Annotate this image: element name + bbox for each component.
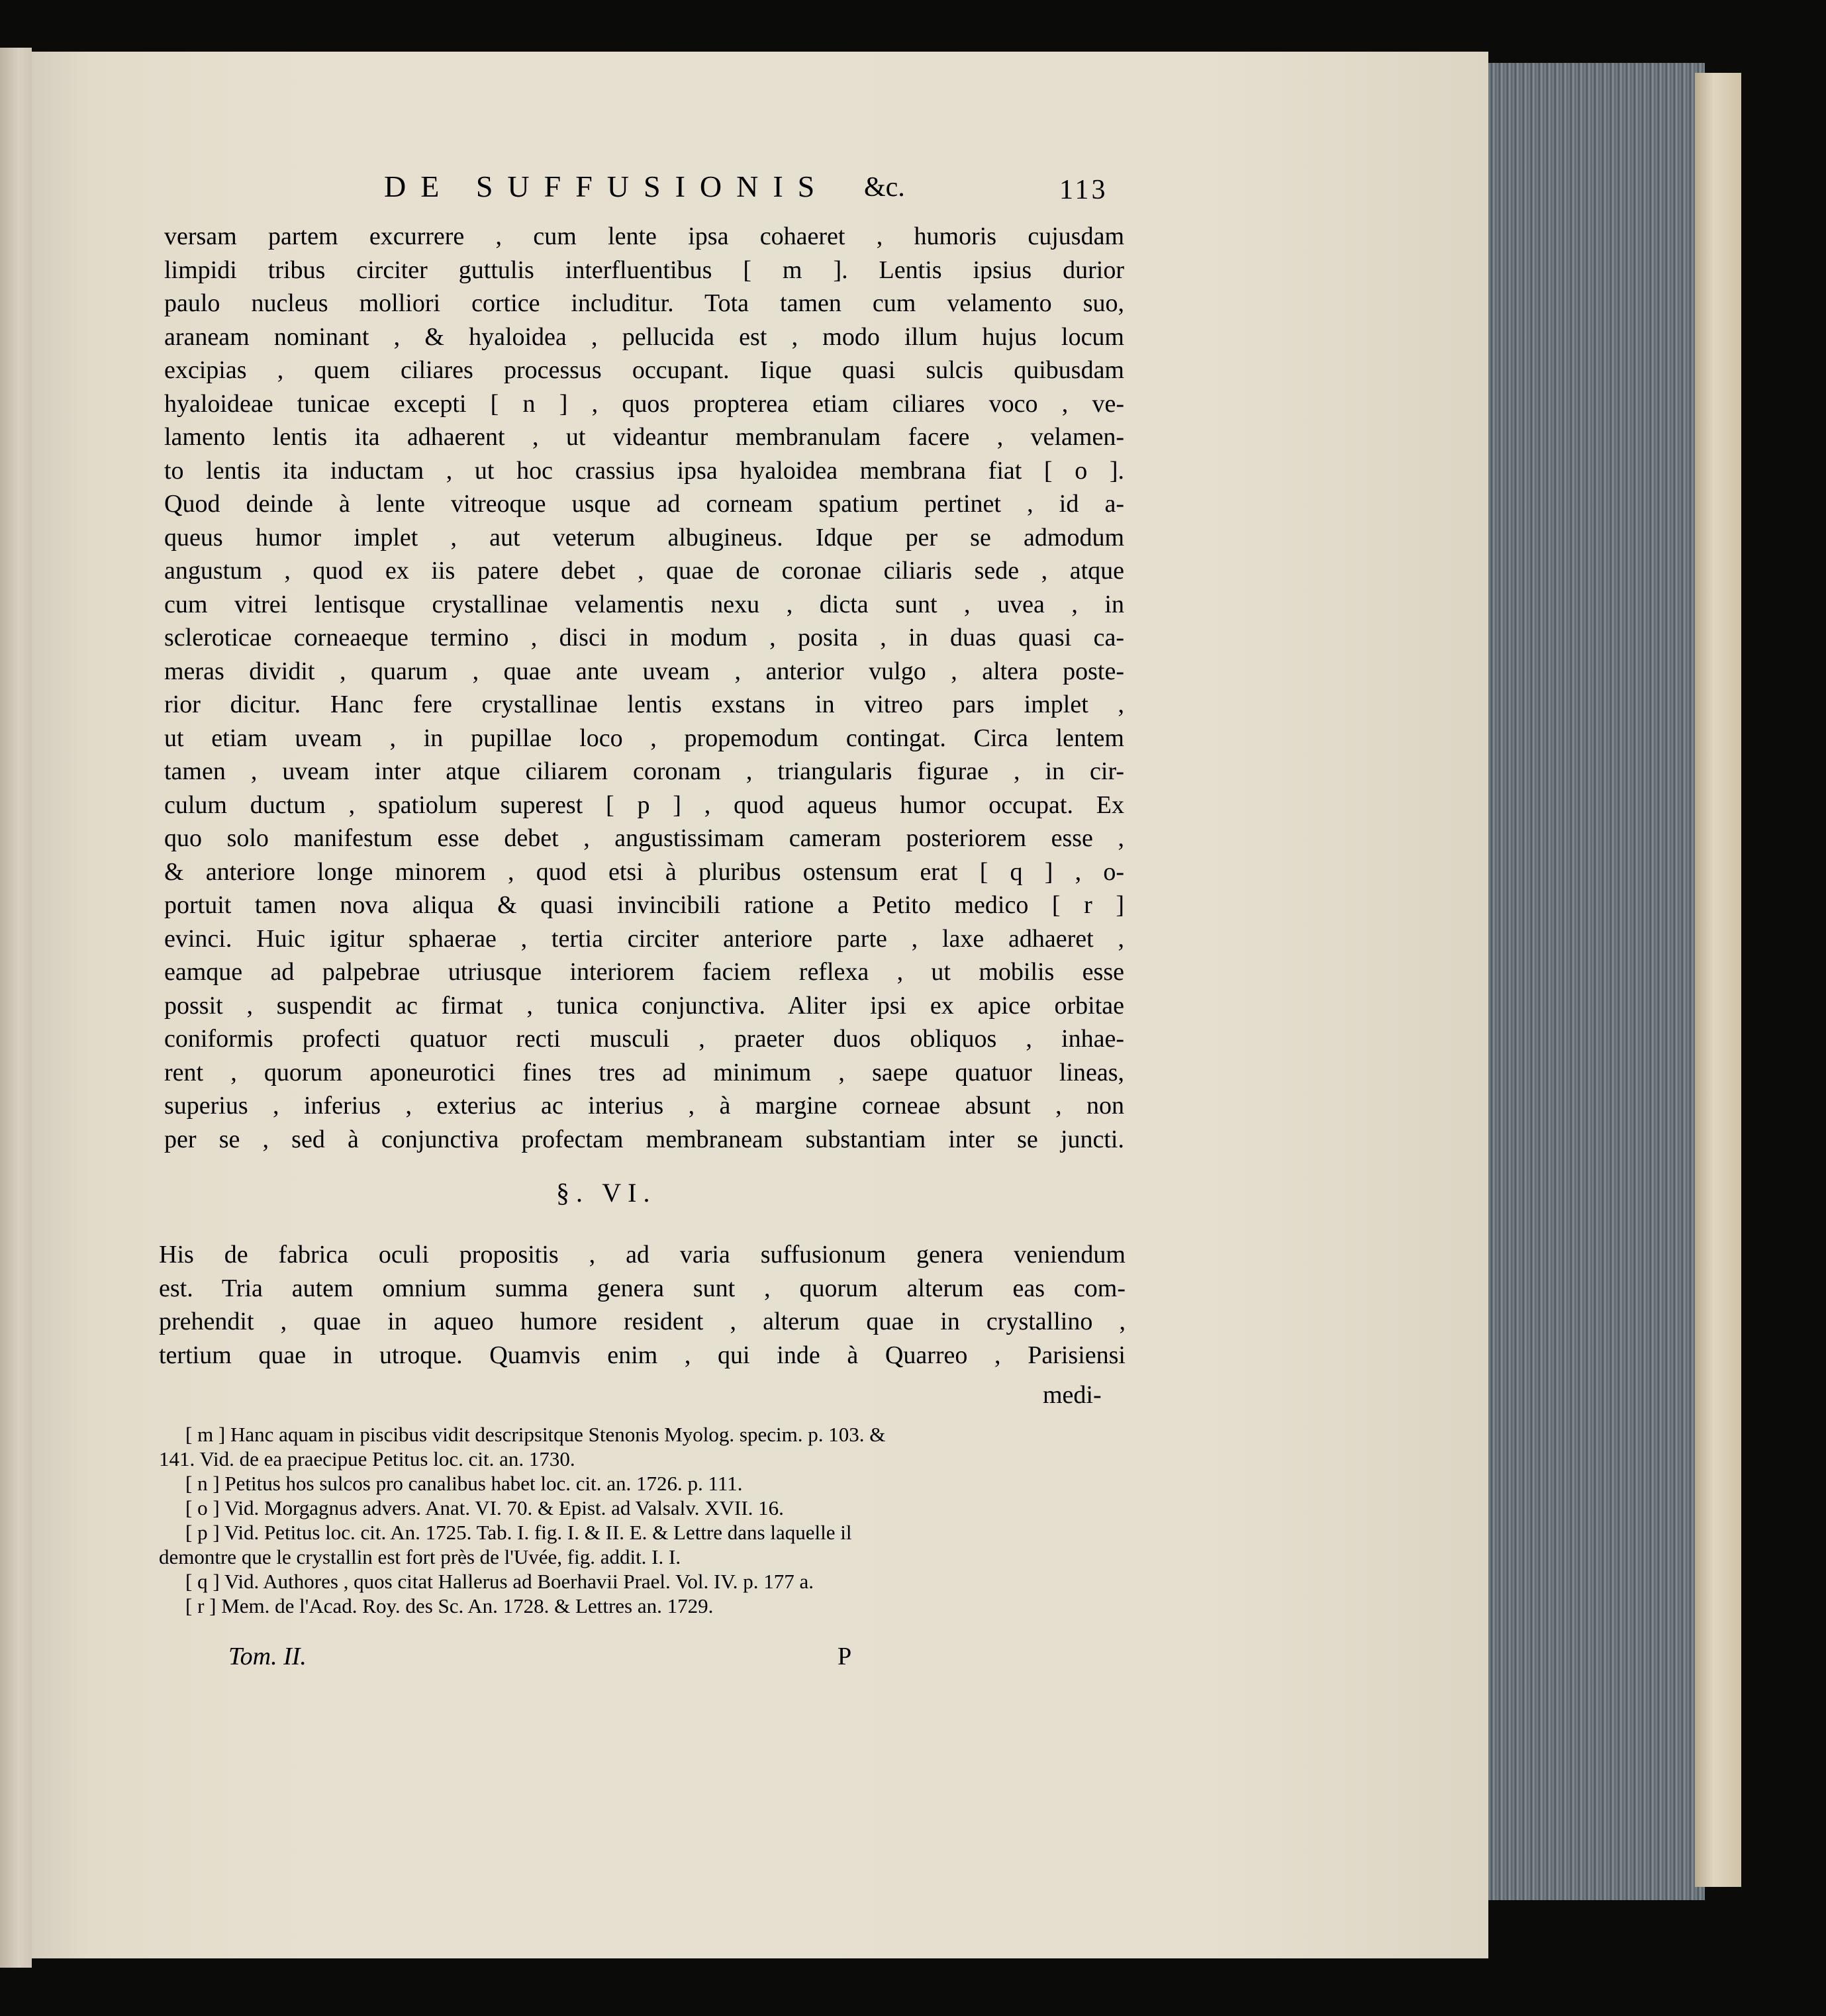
- text-line: possit , suspendit ac firmat , tunica conjunctiva. Aliter ipsi ex apice orbitae: [164, 991, 1124, 1020]
- text-line: araneam nominant , & hyaloidea , pellucida est , modo illum hujus locum: [164, 322, 1124, 351]
- running-head: [384, 169, 1132, 209]
- text-line: queus humor implet , aut veterum albugineus. Idque per se admodum: [164, 523, 1124, 552]
- text-line: prehendit , quae in aqueo humore resident , alterum quae in crystallino ,: [159, 1308, 1126, 1335]
- volume-mark: Tom. II.: [228, 1643, 307, 1670]
- footnote: 141. Vid. de ea praecipue Petitus loc. cit. an. 1730.: [159, 1447, 575, 1470]
- text-line: cum vitrei lentisque crystallinae velamentis nexu , dicta sunt , uvea , in: [164, 590, 1124, 618]
- text-line: limpidi tribus circiter guttulis interfluentibus [ m ]. Lentis ipsius durior: [164, 256, 1124, 284]
- running-title: DE SUFFUSIONIS: [384, 169, 830, 203]
- text-line: evinci. Huic igitur sphaerae , tertia circiter anteriore parte , laxe adhaeret ,: [164, 924, 1124, 953]
- text-line: angustum , quod ex iis patere debet , quae de coronae ciliaris sede , atque: [164, 557, 1124, 585]
- footnote: [ q ] Vid. Authores , quos citat Hallerus ad Boerhavii Prael. Vol. IV. p. 177 a.: [185, 1570, 814, 1593]
- footnote: [ r ] Mem. de l'Acad. Roy. des Sc. An. 1728. & Lettres an. 1729.: [185, 1594, 714, 1617]
- signature-line: [228, 1642, 890, 1675]
- text-line: tertium quae in utroque. Quamvis enim , qui inde à Quarreo , Parisiensi: [159, 1341, 1126, 1369]
- footnote: [ p ] Vid. Petitus loc. cit. An. 1725. Tab. I. fig. I. & II. E. & Lettre dans laquelle il: [185, 1521, 852, 1544]
- text-line: meras dividit , quarum , quae ante uveam , anterior vulgo , altera poste-: [164, 657, 1124, 685]
- text-line: culum ductum , spatiolum superest [ p ] , quod aqueus humor occupat. Ex: [164, 791, 1124, 819]
- text-line: Quod deinde à lente vitreoque usque ad corneam spatium pertinet , id a-: [164, 490, 1124, 518]
- text-line: paulo nucleus molliori cortice includitur. Tota tamen cum velamento suo,: [164, 289, 1124, 317]
- running-title-etc: &c.: [864, 172, 905, 203]
- text-line: & anteriore longe minorem , quod etsi à pluribus ostensum erat [ q ] , o-: [164, 857, 1124, 886]
- page-number: 113: [1059, 175, 1108, 205]
- body-text: [164, 220, 1124, 1156]
- footnote: [ n ] Petitus hos sulcos pro canalibus habet loc. cit. an. 1726. p. 111.: [185, 1472, 743, 1495]
- footnote: [ o ] Vid. Morgagnus advers. Anat. VI. 70. & Epist. ad Valsalv. XVII. 16.: [185, 1496, 784, 1519]
- text-line: coniformis profecti quatuor recti musculi , praeter duos obliquos , inhae-: [164, 1025, 1124, 1053]
- text-line: rent , quorum aponeurotici fines tres ad minimum , saepe quatuor lineas,: [164, 1058, 1124, 1086]
- signature-mark: P: [838, 1643, 852, 1670]
- text-line: His de fabrica oculi propositis , ad varia suffusionum genera veniendum: [159, 1241, 1126, 1269]
- section-heading: §. VI.: [556, 1178, 657, 1208]
- book-page-edges: [1480, 63, 1705, 1900]
- text-line: portuit tamen nova aliqua & quasi invincibili ratione a Petito medico [ r ]: [164, 891, 1124, 919]
- facing-page-edge: [0, 48, 32, 1968]
- text-line: scleroticae corneaeque termino , disci in modum , posita , in duas quasi ca-: [164, 624, 1124, 651]
- text-line: ut etiam uveam , in pupillae loco , propemodum contingat. Circa lentem: [164, 724, 1124, 752]
- text-line: versam partem excurrere , cum lente ipsa cohaeret , humoris cujusdam: [164, 222, 1124, 250]
- footnote: [ m ] Hanc aquam in piscibus vidit descripsitque Stenonis Myolog. specim. p. 103. &: [185, 1423, 886, 1446]
- text-line: eamque ad palpebrae utriusque interiorem faciem reflexa , ut mobilis esse: [164, 958, 1124, 986]
- text-line: rior dicitur. Hanc fere crystallinae lentis exstans in vitreo pars implet ,: [164, 691, 1124, 718]
- footnote: demontre que le crystallin est fort près de l'Uvée, fig. addit. I. I.: [159, 1545, 681, 1568]
- text-line: excipias , quem ciliares processus occupant. Iique quasi sulcis quibusdam: [164, 356, 1124, 384]
- text-line: est. Tria autem omnium summa genera sunt , quorum alterum eas com-: [159, 1274, 1126, 1302]
- footnotes: [159, 1422, 1126, 1618]
- text-line: tamen , uveam inter atque ciliarem coronam , triangularis figurae , in cir-: [164, 757, 1124, 785]
- text-line: to lentis ita inductam , ut hoc crassius ipsa hyaloidea membrana fiat [ o ].: [164, 456, 1124, 485]
- book-cover-edge: [1695, 73, 1741, 1887]
- text-line: lamento lentis ita adhaerent , ut videantur membranulam facere , velamen-: [164, 423, 1124, 451]
- text-line: quo solo manifestum esse debet , angustissimam cameram posteriorem esse ,: [164, 824, 1124, 852]
- text-line: hyaloideae tunicae excepti [ n ] , quos propterea etiam ciliares voco , ve-: [164, 389, 1124, 418]
- section-text: [159, 1238, 1126, 1372]
- text-line: superius , inferius , exterius ac interius , à margine corneae absunt , non: [164, 1092, 1124, 1120]
- catchword: medi-: [1043, 1381, 1102, 1409]
- text-line: per se , sed à conjunctiva profectam membraneam substantiam inter se juncti.: [164, 1125, 1124, 1153]
